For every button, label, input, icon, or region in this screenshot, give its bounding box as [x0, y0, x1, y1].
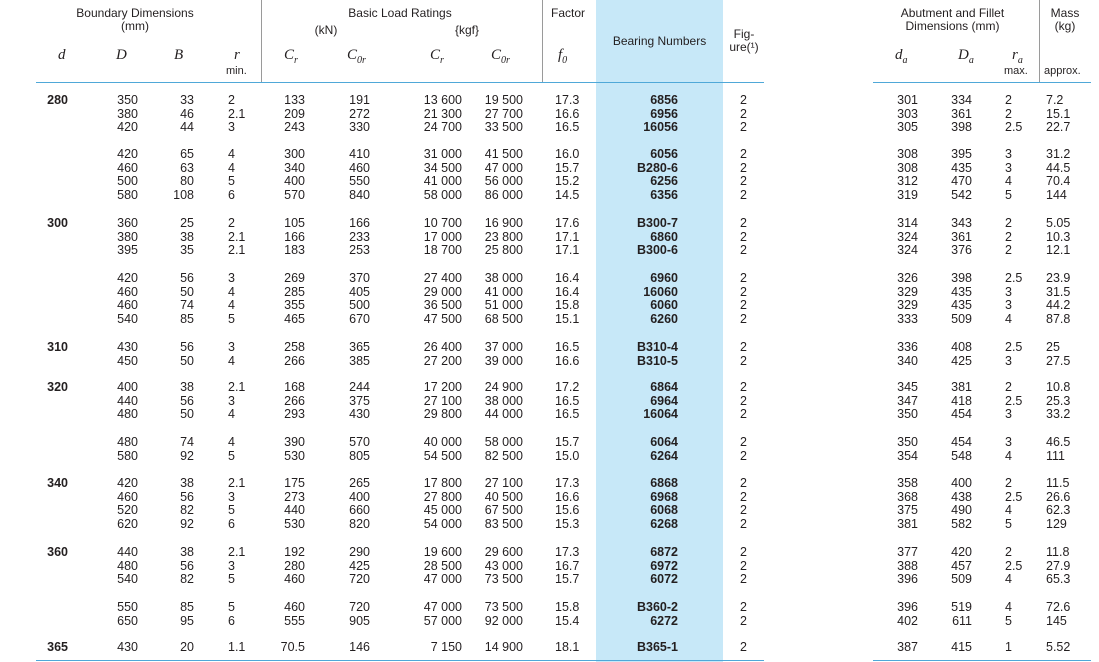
cell-Da: 415 [951, 640, 972, 654]
symbol-ra: $r_a$ [1012, 47, 1023, 66]
cell-f0: 15.7 15.0 [555, 435, 580, 463]
cell-cr: 192 280 460 [284, 545, 305, 587]
symbol-B: B [174, 47, 184, 63]
cell-bn: 6868 6968 6068 6268 [650, 476, 678, 531]
cell-B: 65 63 80 108 [173, 147, 194, 202]
mass-header-line2: (kg) [1054, 19, 1076, 33]
cell-cor: 265 400 660 820 [349, 476, 370, 531]
cell-da: 308 308 312 319 [897, 147, 918, 202]
cell-ra: 2 2.5 3 [1005, 380, 1023, 422]
cell-r: 2 2.1 3 [228, 93, 246, 135]
symbol-da: $d_a$ [895, 47, 908, 66]
cell-B: 20 [180, 640, 194, 654]
cell-cor: 720 905 [349, 600, 370, 628]
cell-crk: 26 400 27 200 [423, 340, 462, 368]
cell-f0: 17.3 16.6 15.6 15.3 [555, 476, 580, 531]
cell-cor: 365 385 [349, 340, 370, 368]
cell-B: 38 56 82 92 [180, 476, 194, 531]
cell-crk: 31 000 34 500 41 000 58 000 [423, 147, 462, 202]
cell-cr: 269 285 355 465 [284, 271, 305, 326]
cell-fig: 2 2 [740, 435, 747, 463]
cell-f0: 17.3 16.7 15.7 [555, 545, 580, 587]
cell-da: 301 303 305 [897, 93, 918, 135]
cell-mass: 7.2 15.1 22.7 [1046, 93, 1071, 135]
cell-Da: 334 361 398 [951, 93, 972, 135]
cell-bn: 6856 6956 16056 [643, 93, 678, 135]
symbol-r: r [234, 47, 240, 63]
cell-cr: 133 209 243 [284, 93, 305, 135]
cell-B: 38 56 50 [180, 380, 194, 422]
cell-da: 350 354 [897, 435, 918, 463]
cell-r: 5 6 [228, 600, 235, 628]
cell-D: 430 [117, 640, 138, 654]
cell-fig: 2 2 2 [740, 93, 747, 135]
cell-bn: B360-2 6272 [637, 600, 678, 628]
cell-mass: 46.5 111 [1046, 435, 1071, 463]
cell-d: 310 [47, 340, 68, 354]
load-unit-kn: (kN) [314, 23, 338, 37]
cell-cor: 244 375 430 [349, 380, 370, 422]
cell-f0: 16.0 15.7 15.2 14.5 [555, 147, 580, 202]
cell-da: 326 329 329 333 [897, 271, 918, 326]
cell-cor: 370 405 500 670 [349, 271, 370, 326]
mass-header-line1: Mass [1050, 6, 1080, 20]
cell-bn: B365-1 [637, 640, 678, 654]
cell-r: 4 5 [228, 435, 235, 463]
cell-crk: 40 000 54 500 [423, 435, 462, 463]
cell-fig: 2 2 2 [740, 380, 747, 422]
cell-B: 56 50 74 85 [180, 271, 194, 326]
cell-crk: 19 600 28 500 47 000 [423, 545, 462, 587]
cell-B: 25 38 35 [180, 216, 194, 258]
boundary-dimensions-unit: (mm) [121, 19, 149, 33]
cell-bn: 6872 6972 6072 [650, 545, 678, 587]
cell-f0: 17.2 16.5 16.5 [555, 380, 580, 422]
cell-B: 56 50 [180, 340, 194, 368]
cell-fig: 2 2 2 [740, 216, 747, 258]
symbol-cor-kgf: $C_{0r}$ [491, 47, 510, 66]
cell-D: 420 460 520 620 [117, 476, 138, 531]
cell-mass: 10.8 25.3 33.2 [1046, 380, 1071, 422]
header-divider [261, 0, 262, 83]
cell-fig: 2 [740, 640, 747, 654]
cell-cr: 168 266 293 [284, 380, 305, 422]
cell-d: 300 [47, 216, 68, 230]
symbol-ra-max: max. [1004, 65, 1028, 77]
cell-f0: 15.8 15.4 [555, 600, 580, 628]
cell-D: 400 440 480 [117, 380, 138, 422]
cell-r: 2 2.1 2.1 [228, 216, 246, 258]
cell-mass: 72.6 145 [1046, 600, 1071, 628]
cell-cr: 70.5 [280, 640, 305, 654]
symbol-cor-kn: $C_{0r}$ [347, 47, 366, 66]
header-rule [36, 82, 764, 83]
abutment-header-line2: Dimensions (mm) [905, 19, 1000, 33]
cell-crk: 17 800 27 800 45 000 54 000 [423, 476, 462, 531]
bearing-numbers-header: Bearing Numbers [612, 34, 707, 48]
symbol-cr-kgf: $C_r$ [430, 47, 444, 66]
cell-cor: 191 272 330 [349, 93, 370, 135]
cell-cork: 37 000 39 000 [484, 340, 523, 368]
cell-crk: 7 150 [430, 640, 462, 654]
symbol-D: D [116, 47, 127, 63]
cell-da: 387 [897, 640, 918, 654]
cell-D: 480 580 [117, 435, 138, 463]
cell-D: 440 480 540 [117, 545, 138, 587]
cell-bn: B300-7 6860 B300-6 [637, 216, 678, 258]
cell-fig: 2 2 2 2 [740, 476, 747, 531]
header-divider [542, 0, 543, 83]
cell-B: 85 95 [180, 600, 194, 628]
cell-ra: 2 2 2 [1005, 216, 1012, 258]
footer-rule [873, 660, 1091, 661]
cell-cork: 27 100 40 500 67 500 83 500 [484, 476, 523, 531]
figure-header-line1: Fig- [733, 27, 755, 41]
cell-bn: 6056 B280-6 6256 6356 [637, 147, 678, 202]
cell-B: 74 92 [180, 435, 194, 463]
footer-rule [36, 660, 764, 661]
cell-ra: 2 2.5 4 5 [1005, 476, 1023, 531]
cell-da: 336 340 [897, 340, 918, 368]
cell-crk: 13 600 21 300 24 700 [423, 93, 462, 135]
figure-header-line2: ure(¹) [729, 40, 759, 54]
cell-da: 396 402 [897, 600, 918, 628]
cell-d: 320 [47, 380, 68, 394]
cell-cor: 166 233 253 [349, 216, 370, 258]
factor-header: Factor [550, 6, 585, 20]
cell-crk: 47 000 57 000 [423, 600, 462, 628]
cell-ra: 1 [1005, 640, 1012, 654]
cell-ra: 2.5 3 [1005, 340, 1023, 368]
cell-r: 2.1 3 5 [228, 545, 246, 587]
cell-ra: 4 5 [1005, 600, 1012, 628]
cell-Da: 395 435 470 542 [951, 147, 972, 202]
cell-crk: 27 400 29 000 36 500 47 500 [423, 271, 462, 326]
cell-da: 314 324 324 [897, 216, 918, 258]
cell-cork: 38 000 41 000 51 000 68 500 [484, 271, 523, 326]
cell-cork: 29 600 43 000 73 500 [484, 545, 523, 587]
symbol-approx: approx. [1044, 65, 1081, 77]
cell-fig: 2 2 2 [740, 545, 747, 587]
cell-mass: 25 27.5 [1046, 340, 1071, 368]
cell-f0: 17.3 16.6 16.5 [555, 93, 580, 135]
basic-load-ratings-header: Basic Load Ratings [348, 6, 452, 20]
cell-mass: 23.9 31.5 44.2 87.8 [1046, 271, 1071, 326]
cell-cork: 14 900 [484, 640, 523, 654]
cell-D: 420 460 500 580 [117, 147, 138, 202]
symbol-f0: $f_0$ [558, 47, 568, 66]
cell-D: 350 380 420 [117, 93, 138, 135]
cell-D: 550 650 [117, 600, 138, 628]
cell-r: 4 4 5 6 [228, 147, 235, 202]
cell-mass: 11.8 27.9 65.3 [1046, 545, 1071, 587]
cell-D: 360 380 395 [117, 216, 138, 258]
cell-ra: 2.5 3 3 4 [1005, 271, 1023, 326]
header-rule [873, 82, 1091, 83]
cell-cork: 73 500 92 000 [484, 600, 523, 628]
load-unit-kgf: {kgf} [454, 23, 480, 37]
cell-d: 365 [47, 640, 68, 654]
cell-D: 420 460 460 540 [117, 271, 138, 326]
cell-cr: 105 166 183 [284, 216, 305, 258]
cell-bn: 6864 6964 16064 [643, 380, 678, 422]
cell-cr: 175 273 440 530 [284, 476, 305, 531]
cell-Da: 343 361 376 [951, 216, 972, 258]
cell-mass: 11.5 26.6 62.3 129 [1046, 476, 1071, 531]
cell-ra: 2 2.5 4 [1005, 545, 1023, 587]
cell-r: 3 4 4 5 [228, 271, 235, 326]
cell-da: 377 388 396 [897, 545, 918, 587]
cell-cork: 19 500 27 700 33 500 [484, 93, 523, 135]
cell-B: 38 56 82 [180, 545, 194, 587]
symbol-d: d [58, 47, 66, 63]
cell-bn: B310-4 B310-5 [637, 340, 678, 368]
cell-mass: 31.2 44.5 70.4 144 [1046, 147, 1071, 202]
cell-ra: 3 3 4 5 [1005, 147, 1012, 202]
cell-Da: 398 435 435 509 [951, 271, 972, 326]
cell-Da: 420 457 509 [951, 545, 972, 587]
cell-f0: 18.1 [555, 640, 580, 654]
cell-fig: 2 2 2 2 [740, 271, 747, 326]
cell-ra: 3 4 [1005, 435, 1012, 463]
cell-cor: 290 425 720 [349, 545, 370, 587]
cell-Da: 519 611 [951, 600, 972, 628]
cell-cork: 16 900 23 800 25 800 [484, 216, 523, 258]
cell-cr: 460 555 [284, 600, 305, 628]
cell-D: 430 450 [117, 340, 138, 368]
symbol-r-min: min. [226, 65, 247, 77]
cell-r: 2.1 3 5 6 [228, 476, 246, 531]
cell-cr: 390 530 [284, 435, 305, 463]
cell-mass: 5.52 [1046, 640, 1071, 654]
cell-Da: 408 425 [951, 340, 972, 368]
cell-cork: 41 500 47 000 56 000 86 000 [484, 147, 523, 202]
cell-bn: 6064 6264 [650, 435, 678, 463]
cell-bn: 6960 16060 6060 6260 [643, 271, 678, 326]
cell-fig: 2 2 [740, 600, 747, 628]
cell-f0: 17.6 17.1 17.1 [555, 216, 580, 258]
cell-crk: 10 700 17 000 18 700 [423, 216, 462, 258]
cell-Da: 454 548 [951, 435, 972, 463]
cell-da: 358 368 375 381 [897, 476, 918, 531]
cell-Da: 400 438 490 582 [951, 476, 972, 531]
abutment-header-line1: Abutment and Fillet [900, 6, 1005, 20]
cell-f0: 16.5 16.6 [555, 340, 580, 368]
cell-Da: 381 418 454 [951, 380, 972, 422]
cell-fig: 2 2 2 2 [740, 147, 747, 202]
cell-cork: 58 000 82 500 [484, 435, 523, 463]
symbol-cr-kn: $C_r$ [284, 47, 298, 66]
cell-d: 340 [47, 476, 68, 490]
cell-mass: 5.05 10.3 12.1 [1046, 216, 1071, 258]
cell-r: 2.1 3 4 [228, 380, 246, 422]
cell-f0: 16.4 16.4 15.8 15.1 [555, 271, 580, 326]
cell-cor: 146 [349, 640, 370, 654]
cell-B: 33 46 44 [180, 93, 194, 135]
symbol-Da: $D_a$ [958, 47, 974, 66]
cell-cor: 410 460 550 840 [349, 147, 370, 202]
boundary-dimensions-header: Boundary Dimensions [76, 6, 194, 20]
cell-ra: 2 2 2.5 [1005, 93, 1023, 135]
cell-d: 280 [47, 93, 68, 107]
cell-cor: 570 805 [349, 435, 370, 463]
cell-cr: 258 266 [284, 340, 305, 368]
cell-d: 360 [47, 545, 68, 559]
cell-cr: 300 340 400 570 [284, 147, 305, 202]
cell-fig: 2 2 [740, 340, 747, 368]
cell-da: 345 347 350 [897, 380, 918, 422]
cell-cork: 24 900 38 000 44 000 [484, 380, 523, 422]
cell-crk: 17 200 27 100 29 800 [423, 380, 462, 422]
cell-r: 1.1 [228, 640, 246, 654]
cell-r: 3 4 [228, 340, 235, 368]
